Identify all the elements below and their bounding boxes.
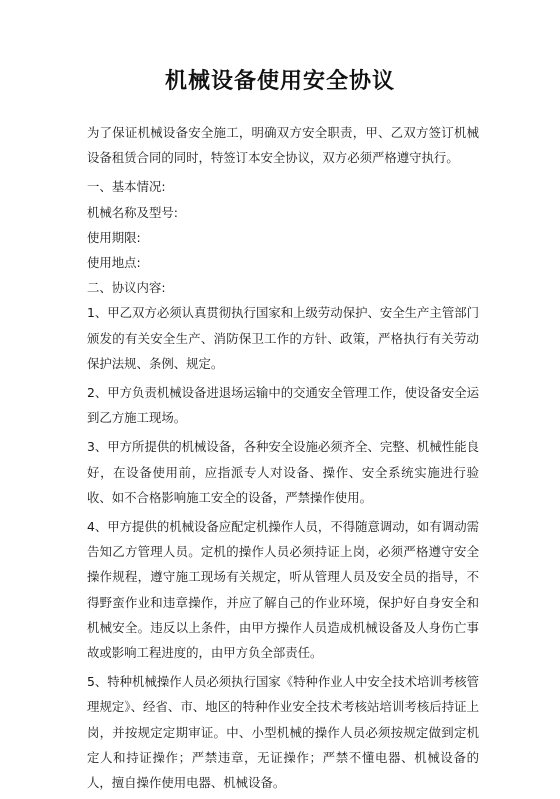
field-machine-name-model: 机械名称及型号: [87,204,178,220]
section-heading-agreement-content: 二、协议内容: [87,280,166,296]
clause-3: 3、甲方所提供的机械设备，各种安全设施必须齐全、完整、机械性能良好，在设备使用前，应指派专人对设备、操作、安全系统实施进行验收、如不合格影响施工安全的设备，严禁操作使用。 [87,439,479,505]
field-usage-location: 使用地点: [87,255,141,271]
document-body [87,120,479,799]
clause-2: 2、甲方负责机械设备进退场运输中的交通安全管理工作，使设备安全运到乙方施工现场。 [87,385,479,426]
clause-5: 5、特种机械操作人员必须执行国家《特种作业人中安全技术培训考核管理规定》、经省、市、地区的特种作业安全技术考核站培训考核后持证上岗，并按规定定期审证。中、小型机械的操作人员必须按规定做到定机定人和持证操作；严禁违章，无证操作；严禁不懂电器、机械设备的人，擅自操作使用电器、机械设备。 [87,674,479,791]
section-heading-basic-info: 一、基本情况: [87,179,166,195]
field-usage-period: 使用期限: [87,229,141,245]
page-title: 机械设备使用安全协议 [164,69,395,94]
intro-paragraph: 为了保证机械设备安全施工，明确双方安全职责，甲、乙双方签订机械设备租赁合同的同时，特签订本安全协议，双方必须严格遵守执行。 [87,125,479,166]
clause-1: 1、甲乙双方必须认真贯彻执行国家和上级劳动保护、安全生产主管部门颁发的有关安全生产、消防保卫工作的方针、政策，严格执行有关劳动保护法规、条例、规定。 [87,305,479,371]
clause-4: 4、甲方提供的机械设备应配定机操作人员，不得随意调动，如有调动需告知乙方管理人员。定机的操作人员必须持证上岗，必须严格遵守安全操作规程，遵守施工现场有关规定，听从管理人员及安全员的指导，不得野蛮作业和违章操作，并应了解自己的作业环境，保护好自身安全和机械安全。违反以上条件，由甲方操作人员造成机械设备及人身伤亡事故或影响工程进度的，由甲方负全部责任。 [87,519,479,661]
